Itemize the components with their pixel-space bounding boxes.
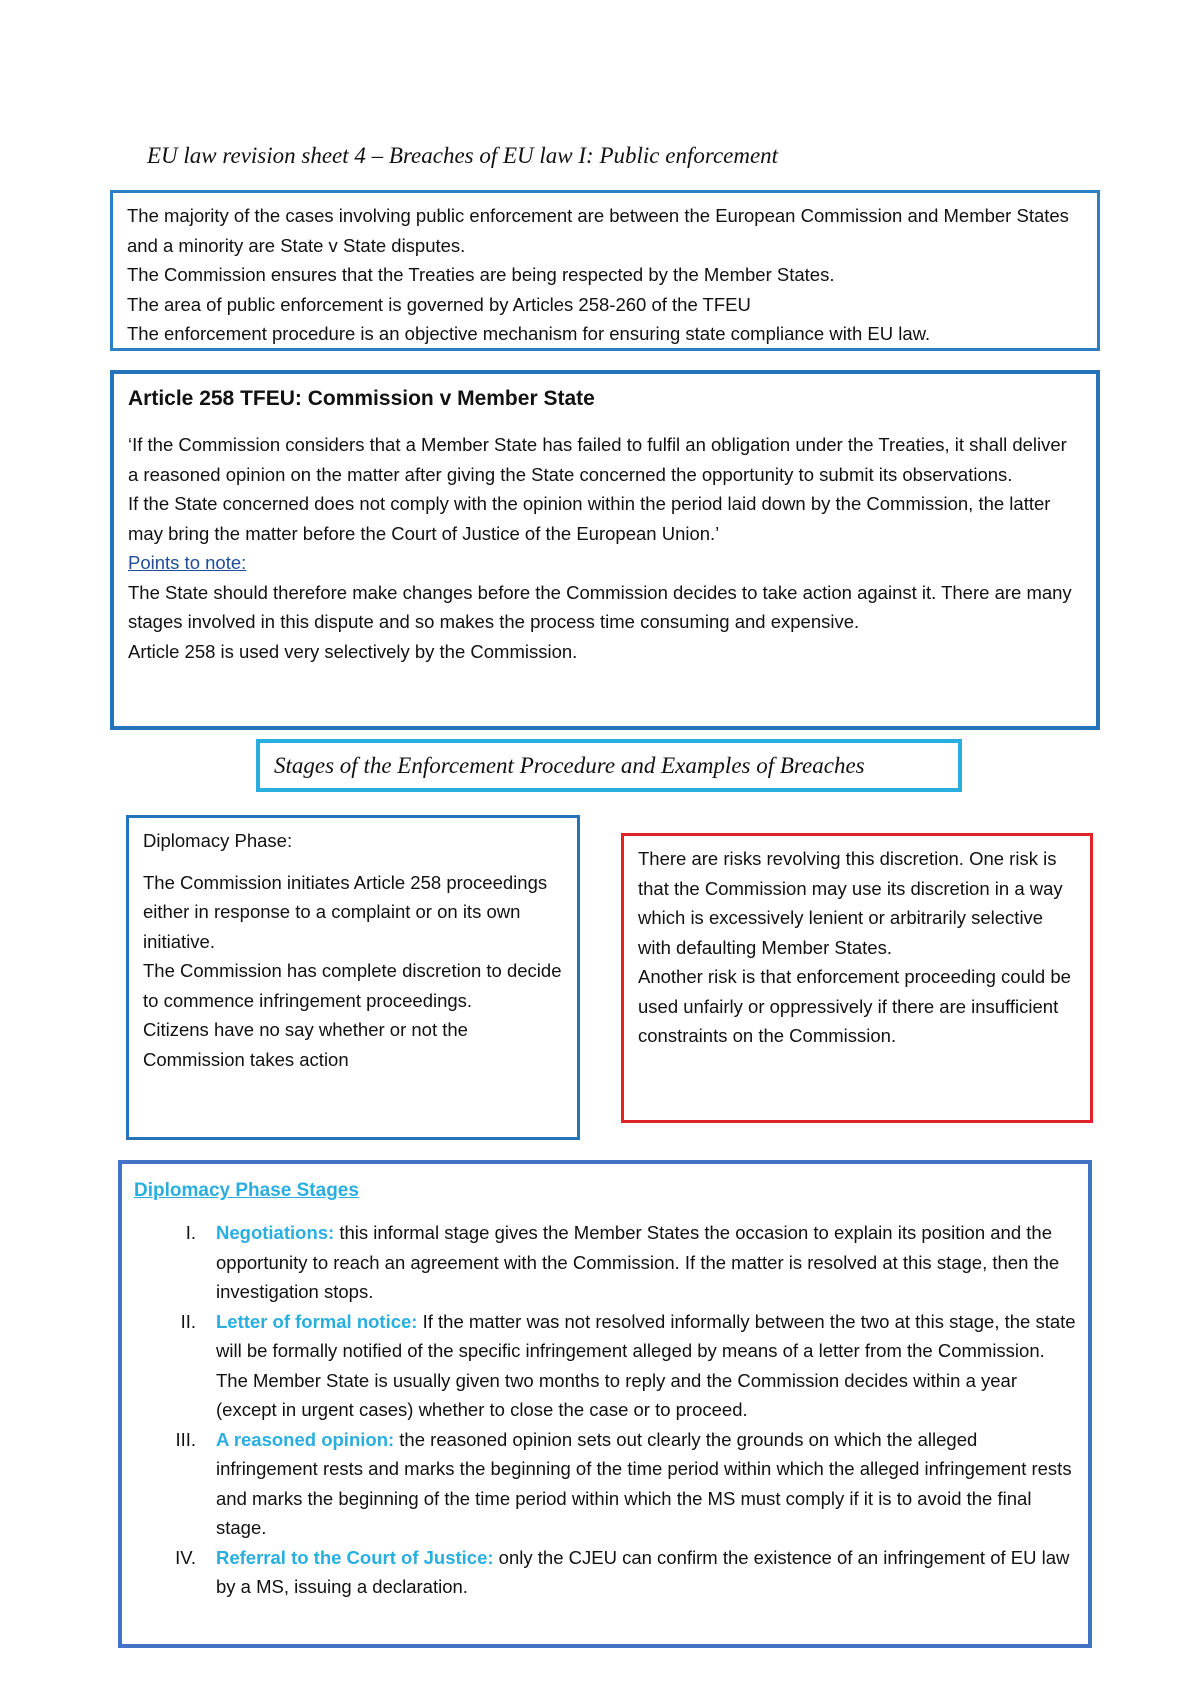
stage-keyword: Referral to the Court of Justice: <box>216 1546 494 1568</box>
stage-keyword: Negotiations: <box>216 1222 335 1243</box>
intro-line: The enforcement procedure is an objective mechanism for ensuring state compliance with EU law. <box>127 323 931 344</box>
diplomacy-line: Citizens have no say whether or not the Commission takes action <box>143 1019 468 1070</box>
diplomacy-line: The Commission has complete discretion to decide to commence infringement proceedings. <box>143 960 562 1011</box>
risks-box <box>621 833 1093 1123</box>
stage-item <box>134 1218 1076 1307</box>
stage-number: II. <box>180 1310 196 1332</box>
article-quote: ‘If the Commission considers that a Member State has failed to fulfil an obligation under the Treaties, it shall deliver a reasoned opinion on the matter after giving the State concerned the opportunity to submit its observations. <box>128 434 1067 485</box>
article-note: Article 258 is used very selectively by the Commission. <box>128 640 578 662</box>
stage-number: III. <box>175 1428 196 1450</box>
stage-text: this informal stage gives the Member States the occasion to explain its position and the opportunity to reach an agreement with the Commission. If the matter is resolved at this stage, then the investigation stops. <box>216 1222 1060 1302</box>
stage-keyword: Letter of formal notice: <box>216 1310 418 1332</box>
article-258-heading: Article 258 TFEU: Commission v Member State <box>128 387 595 410</box>
stage-text: the reasoned opinion sets out clearly the grounds on which the alleged infringement rests and marks the beginning of the time period within which the alleged infringement rests and marks the beginning of the time period within which the MS must comply if it is to avoid the final stage. <box>216 1428 1072 1538</box>
stage-keyword: A reasoned opinion: <box>216 1428 395 1450</box>
diplomacy-stages-box <box>118 1160 1092 1648</box>
diplomacy-label: Diplomacy Phase: <box>143 830 293 851</box>
risks-line: There are risks revolving this discretion. One risk is that the Commission may use its discretion in a way which is excessively lenient or arbitrarily selective with defaulting Member States. <box>638 848 1063 958</box>
risks-line: Another risk is that enforcement proceeding could be used unfairly or oppressively if there are insufficient constraints on the Commission. <box>638 966 1071 1046</box>
diplomacy-line: The Commission initiates Article 258 proceedings either in response to a complaint or on its own initiative. <box>143 871 548 952</box>
points-to-note-link[interactable]: Points to note: <box>128 552 247 573</box>
stage-number: I. <box>185 1222 196 1243</box>
intro-line: The majority of the cases involving public enforcement are between the European Commission and Member States and a minority are State v State disputes. <box>127 205 1069 256</box>
page-title: EU law revision sheet 4 – Breaches of EU law I: Public enforcement <box>147 143 779 168</box>
stages-title-box <box>256 739 962 792</box>
article-note: The State should therefore make changes before the Commission decides to take action against it. There are many stages involved in this dispute and so makes the process time consuming and expensive. <box>128 581 1072 632</box>
diplomacy-stages-heading[interactable]: Diplomacy Phase Stages <box>134 1180 359 1201</box>
stage-item <box>134 1425 1076 1543</box>
stage-text: only the CJEU can confirm the existence of an infringement of EU law by a MS, issuing a declaration. <box>216 1546 1070 1597</box>
intro-line: The Commission ensures that the Treaties are being respected by the Member States. <box>127 264 835 285</box>
intro-line: The area of public enforcement is governed by Articles 258-260 of the TFEU <box>127 293 751 315</box>
article-258-box <box>110 370 1100 730</box>
stage-text: If the matter was not resolved informally between the two at this stage, the state will be formally notified of the specific infringement alleged by means of a letter from the Commission. The Member State is usually given two months to reply and the Commission decides within a year (except in urgent cases) whether to close the case or to proceed. <box>216 1310 1076 1420</box>
intro-box <box>110 190 1100 351</box>
article-quote: If the State concerned does not comply with the opinion within the period laid down by the Commission, the latter may bring the matter before the Court of Justice of the European Union.’ <box>128 493 1051 544</box>
stage-item <box>134 1307 1076 1425</box>
stage-number: IV. <box>175 1546 196 1568</box>
diplomacy-phase-box <box>126 815 580 1140</box>
stage-item <box>134 1543 1076 1602</box>
stages-title: Stages of the Enforcement Procedure and Examples of Breaches <box>274 753 865 778</box>
